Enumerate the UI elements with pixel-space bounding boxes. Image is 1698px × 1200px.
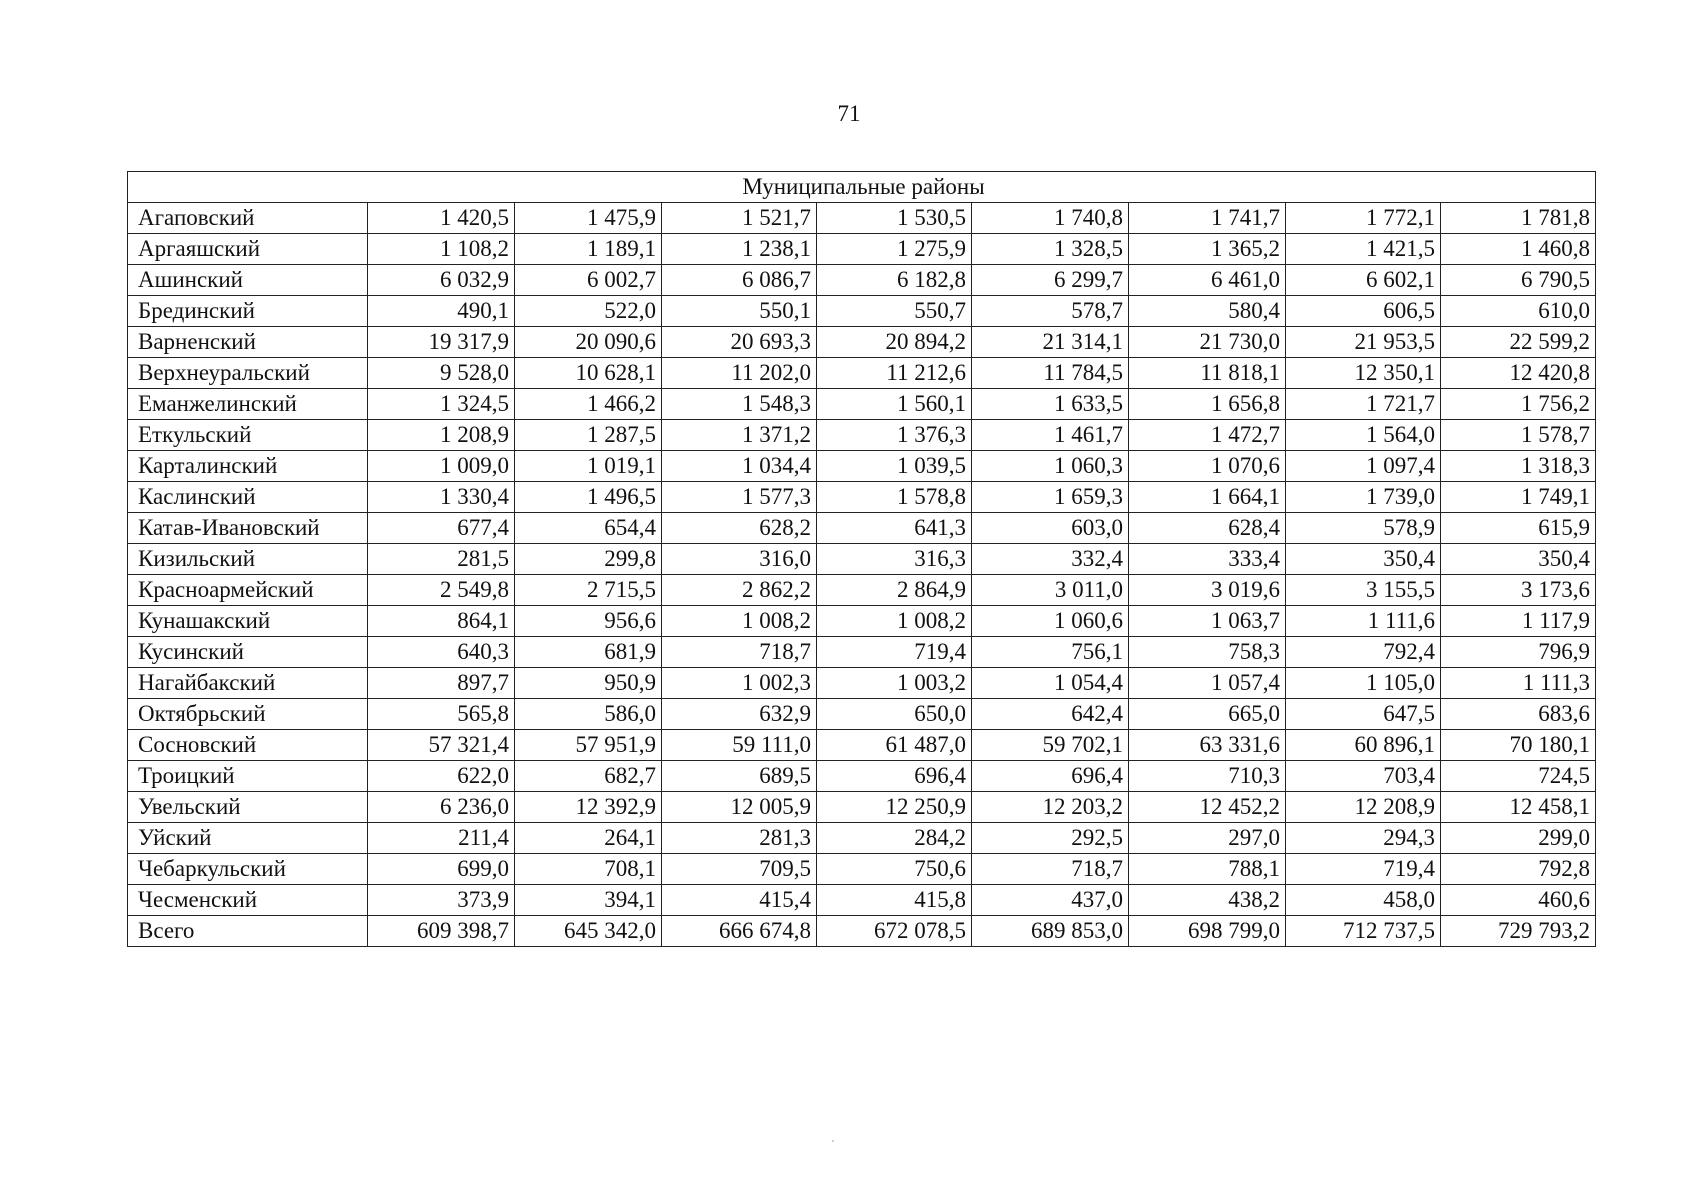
district-name: Уйский [128, 823, 368, 854]
value-cell: 672 078,5 [817, 916, 972, 947]
value-cell: 1 564,0 [1286, 420, 1441, 451]
value-cell: 1 003,2 [817, 668, 972, 699]
district-name: Красноармейский [128, 575, 368, 606]
value-cell: 719,4 [817, 637, 972, 668]
value-cell: 1 475,9 [515, 203, 662, 234]
value-cell: 1 057,4 [1129, 668, 1286, 699]
value-cell: 950,9 [515, 668, 662, 699]
value-cell: 792,4 [1286, 637, 1441, 668]
value-cell: 20 894,2 [817, 327, 972, 358]
value-cell: 628,2 [662, 513, 817, 544]
district-name: Карталинский [128, 451, 368, 482]
value-cell: 586,0 [515, 699, 662, 730]
value-cell: 12 350,1 [1286, 358, 1441, 389]
value-cell: 792,8 [1441, 854, 1596, 885]
value-cell: 1 275,9 [817, 234, 972, 265]
value-cell: 57 951,9 [515, 730, 662, 761]
value-cell: 1 060,6 [972, 606, 1129, 637]
value-cell: 1 238,1 [662, 234, 817, 265]
value-cell: 578,9 [1286, 513, 1441, 544]
value-cell: 12 458,1 [1441, 792, 1596, 823]
value-cell: 956,6 [515, 606, 662, 637]
value-cell: 696,4 [817, 761, 972, 792]
table-row [128, 451, 1596, 482]
value-cell: 10 628,1 [515, 358, 662, 389]
value-cell: 57 321,4 [368, 730, 515, 761]
table-row [128, 575, 1596, 606]
value-cell: 211,4 [368, 823, 515, 854]
district-name: Еткульский [128, 420, 368, 451]
table-row [128, 606, 1596, 637]
table-row [128, 234, 1596, 265]
section-header: Муниципальные районы [128, 172, 1596, 203]
table-row [128, 792, 1596, 823]
value-cell: 1 749,1 [1441, 482, 1596, 513]
value-cell: 20 090,6 [515, 327, 662, 358]
value-cell: 628,4 [1129, 513, 1286, 544]
value-cell: 756,1 [972, 637, 1129, 668]
value-cell: 6 461,0 [1129, 265, 1286, 296]
value-cell: 1 739,0 [1286, 482, 1441, 513]
value-cell: 299,0 [1441, 823, 1596, 854]
value-cell: 1 578,8 [817, 482, 972, 513]
district-name: Верхнеуральский [128, 358, 368, 389]
value-cell: 758,3 [1129, 637, 1286, 668]
value-cell: 1 208,9 [368, 420, 515, 451]
value-cell: 12 005,9 [662, 792, 817, 823]
value-cell: 603,0 [972, 513, 1129, 544]
table-row [128, 544, 1596, 575]
value-cell: 645 342,0 [515, 916, 662, 947]
value-cell: 350,4 [1286, 544, 1441, 575]
value-cell: 12 208,9 [1286, 792, 1441, 823]
value-cell: 3 155,5 [1286, 575, 1441, 606]
value-cell: 281,5 [368, 544, 515, 575]
value-cell: 640,3 [368, 637, 515, 668]
value-cell: 1 496,5 [515, 482, 662, 513]
value-cell: 1 365,2 [1129, 234, 1286, 265]
value-cell: 606,5 [1286, 296, 1441, 327]
value-cell: 654,4 [515, 513, 662, 544]
value-cell: 699,0 [368, 854, 515, 885]
value-cell: 1 633,5 [972, 389, 1129, 420]
value-cell: 316,0 [662, 544, 817, 575]
value-cell: 373,9 [368, 885, 515, 916]
value-cell: 1 070,6 [1129, 451, 1286, 482]
value-cell: 1 009,0 [368, 451, 515, 482]
value-cell: 6 182,8 [817, 265, 972, 296]
value-cell: 59 702,1 [972, 730, 1129, 761]
value-cell: 719,4 [1286, 854, 1441, 885]
value-cell: 350,4 [1441, 544, 1596, 575]
value-cell: 665,0 [1129, 699, 1286, 730]
value-cell: 284,2 [817, 823, 972, 854]
value-cell: 21 730,0 [1129, 327, 1286, 358]
value-cell: 297,0 [1129, 823, 1286, 854]
value-cell: 1 287,5 [515, 420, 662, 451]
value-cell: 796,9 [1441, 637, 1596, 668]
value-cell: 9 528,0 [368, 358, 515, 389]
value-cell: 1 530,5 [817, 203, 972, 234]
value-cell: 1 772,1 [1286, 203, 1441, 234]
value-cell: 1 097,4 [1286, 451, 1441, 482]
district-name: Октябрьский [128, 699, 368, 730]
value-cell: 3 173,6 [1441, 575, 1596, 606]
table-row [128, 637, 1596, 668]
value-cell: 698 799,0 [1129, 916, 1286, 947]
value-cell: 1 117,9 [1441, 606, 1596, 637]
value-cell: 1 548,3 [662, 389, 817, 420]
value-cell: 415,4 [662, 885, 817, 916]
value-cell: 696,4 [972, 761, 1129, 792]
district-name: Кунашакский [128, 606, 368, 637]
value-cell: 1 034,4 [662, 451, 817, 482]
district-name: Троицкий [128, 761, 368, 792]
value-cell: 1 560,1 [817, 389, 972, 420]
value-cell: 1 111,3 [1441, 668, 1596, 699]
value-cell: 1 054,4 [972, 668, 1129, 699]
value-cell: 615,9 [1441, 513, 1596, 544]
table-row [128, 699, 1596, 730]
value-cell: 3 019,6 [1129, 575, 1286, 606]
table-row [128, 885, 1596, 916]
value-cell: 22 599,2 [1441, 327, 1596, 358]
data-table [127, 171, 1596, 947]
value-cell: 1 060,3 [972, 451, 1129, 482]
value-cell: 21 953,5 [1286, 327, 1441, 358]
value-cell: 19 317,9 [368, 327, 515, 358]
table-body [128, 172, 1596, 947]
value-cell: 292,5 [972, 823, 1129, 854]
value-cell: 6 790,5 [1441, 265, 1596, 296]
value-cell: 724,5 [1441, 761, 1596, 792]
value-cell: 1 460,8 [1441, 234, 1596, 265]
value-cell: 647,5 [1286, 699, 1441, 730]
district-name: Чесменский [128, 885, 368, 916]
table-row [128, 854, 1596, 885]
value-cell: 718,7 [662, 637, 817, 668]
value-cell: 682,7 [515, 761, 662, 792]
district-name: Ашинский [128, 265, 368, 296]
value-cell: 578,7 [972, 296, 1129, 327]
value-cell: 1 466,2 [515, 389, 662, 420]
value-cell: 1 108,2 [368, 234, 515, 265]
table-row [128, 327, 1596, 358]
value-cell: 709,5 [662, 854, 817, 885]
value-cell: 60 896,1 [1286, 730, 1441, 761]
value-cell: 11 202,0 [662, 358, 817, 389]
district-name: Сосновский [128, 730, 368, 761]
district-name: Варненский [128, 327, 368, 358]
value-cell: 12 452,2 [1129, 792, 1286, 823]
table-row [128, 482, 1596, 513]
district-name: Всего [128, 916, 368, 947]
value-cell: 437,0 [972, 885, 1129, 916]
value-cell: 1 063,7 [1129, 606, 1286, 637]
value-cell: 580,4 [1129, 296, 1286, 327]
value-cell: 1 376,3 [817, 420, 972, 451]
district-name: Увельский [128, 792, 368, 823]
value-cell: 689 853,0 [972, 916, 1129, 947]
value-cell: 6 299,7 [972, 265, 1129, 296]
value-cell: 61 487,0 [817, 730, 972, 761]
value-cell: 1 328,5 [972, 234, 1129, 265]
value-cell: 550,1 [662, 296, 817, 327]
value-cell: 333,4 [1129, 544, 1286, 575]
table-row [128, 358, 1596, 389]
value-cell: 1 421,5 [1286, 234, 1441, 265]
value-cell: 11 212,6 [817, 358, 972, 389]
district-name: Каслинский [128, 482, 368, 513]
value-cell: 689,5 [662, 761, 817, 792]
district-name: Еманжелинский [128, 389, 368, 420]
value-cell: 490,1 [368, 296, 515, 327]
value-cell: 632,9 [662, 699, 817, 730]
value-cell: 1 656,8 [1129, 389, 1286, 420]
value-cell: 1 472,7 [1129, 420, 1286, 451]
value-cell: 641,3 [817, 513, 972, 544]
table-row [128, 668, 1596, 699]
value-cell: 1 521,7 [662, 203, 817, 234]
district-name: Катав-Ивановский [128, 513, 368, 544]
value-cell: 522,0 [515, 296, 662, 327]
value-cell: 708,1 [515, 854, 662, 885]
value-cell: 70 180,1 [1441, 730, 1596, 761]
value-cell: 788,1 [1129, 854, 1286, 885]
value-cell: 6 032,9 [368, 265, 515, 296]
value-cell: 650,0 [817, 699, 972, 730]
value-cell: 299,8 [515, 544, 662, 575]
value-cell: 12 392,9 [515, 792, 662, 823]
district-name: Брединский [128, 296, 368, 327]
table-row [128, 265, 1596, 296]
value-cell: 1 318,3 [1441, 451, 1596, 482]
value-cell: 1 324,5 [368, 389, 515, 420]
value-cell: 20 693,3 [662, 327, 817, 358]
scan-speck [832, 1140, 834, 1142]
value-cell: 1 781,8 [1441, 203, 1596, 234]
table-row [128, 761, 1596, 792]
district-name: Агаповский [128, 203, 368, 234]
table-row [128, 389, 1596, 420]
table-row [128, 513, 1596, 544]
value-cell: 712 737,5 [1286, 916, 1441, 947]
value-cell: 438,2 [1129, 885, 1286, 916]
value-cell: 610,0 [1441, 296, 1596, 327]
value-cell: 677,4 [368, 513, 515, 544]
value-cell: 1 371,2 [662, 420, 817, 451]
value-cell: 294,3 [1286, 823, 1441, 854]
value-cell: 565,8 [368, 699, 515, 730]
district-name: Кизильский [128, 544, 368, 575]
total-row [128, 916, 1596, 947]
value-cell: 12 203,2 [972, 792, 1129, 823]
value-cell: 2 862,2 [662, 575, 817, 606]
value-cell: 666 674,8 [662, 916, 817, 947]
value-cell: 897,7 [368, 668, 515, 699]
value-cell: 11 784,5 [972, 358, 1129, 389]
value-cell: 316,3 [817, 544, 972, 575]
value-cell: 6 086,7 [662, 265, 817, 296]
value-cell: 642,4 [972, 699, 1129, 730]
value-cell: 394,1 [515, 885, 662, 916]
value-cell: 1 111,6 [1286, 606, 1441, 637]
value-cell: 59 111,0 [662, 730, 817, 761]
table-row [128, 730, 1596, 761]
value-cell: 2 715,5 [515, 575, 662, 606]
value-cell: 1 741,7 [1129, 203, 1286, 234]
district-name: Нагайбакский [128, 668, 368, 699]
district-name: Чебаркульский [128, 854, 368, 885]
value-cell: 12 250,9 [817, 792, 972, 823]
value-cell: 1 461,7 [972, 420, 1129, 451]
value-cell: 6 002,7 [515, 265, 662, 296]
value-cell: 63 331,6 [1129, 730, 1286, 761]
value-cell: 609 398,7 [368, 916, 515, 947]
value-cell: 2 864,9 [817, 575, 972, 606]
value-cell: 12 420,8 [1441, 358, 1596, 389]
value-cell: 281,3 [662, 823, 817, 854]
value-cell: 415,8 [817, 885, 972, 916]
value-cell: 2 549,8 [368, 575, 515, 606]
value-cell: 718,7 [972, 854, 1129, 885]
value-cell: 1 039,5 [817, 451, 972, 482]
value-cell: 864,1 [368, 606, 515, 637]
table-row [128, 823, 1596, 854]
value-cell: 1 420,5 [368, 203, 515, 234]
value-cell: 681,9 [515, 637, 662, 668]
value-cell: 750,6 [817, 854, 972, 885]
value-cell: 1 577,3 [662, 482, 817, 513]
value-cell: 622,0 [368, 761, 515, 792]
value-cell: 1 189,1 [515, 234, 662, 265]
value-cell: 550,7 [817, 296, 972, 327]
value-cell: 1 664,1 [1129, 482, 1286, 513]
value-cell: 1 019,1 [515, 451, 662, 482]
table-row [128, 420, 1596, 451]
value-cell: 21 314,1 [972, 327, 1129, 358]
district-name: Кусинский [128, 637, 368, 668]
value-cell: 703,4 [1286, 761, 1441, 792]
value-cell: 460,6 [1441, 885, 1596, 916]
value-cell: 729 793,2 [1441, 916, 1596, 947]
value-cell: 6 602,1 [1286, 265, 1441, 296]
value-cell: 683,6 [1441, 699, 1596, 730]
value-cell: 710,3 [1129, 761, 1286, 792]
value-cell: 1 721,7 [1286, 389, 1441, 420]
value-cell: 1 330,4 [368, 482, 515, 513]
value-cell: 458,0 [1286, 885, 1441, 916]
value-cell: 1 008,2 [817, 606, 972, 637]
district-name: Аргаяшский [128, 234, 368, 265]
value-cell: 332,4 [972, 544, 1129, 575]
table-row [128, 203, 1596, 234]
section-header-row [128, 172, 1596, 203]
value-cell: 6 236,0 [368, 792, 515, 823]
value-cell: 3 011,0 [972, 575, 1129, 606]
page-number: 71 [837, 101, 861, 126]
value-cell: 264,1 [515, 823, 662, 854]
value-cell: 1 105,0 [1286, 668, 1441, 699]
table-row [128, 296, 1596, 327]
value-cell: 1 756,2 [1441, 389, 1596, 420]
value-cell: 1 008,2 [662, 606, 817, 637]
value-cell: 1 659,3 [972, 482, 1129, 513]
value-cell: 11 818,1 [1129, 358, 1286, 389]
value-cell: 1 740,8 [972, 203, 1129, 234]
value-cell: 1 578,7 [1441, 420, 1596, 451]
value-cell: 1 002,3 [662, 668, 817, 699]
